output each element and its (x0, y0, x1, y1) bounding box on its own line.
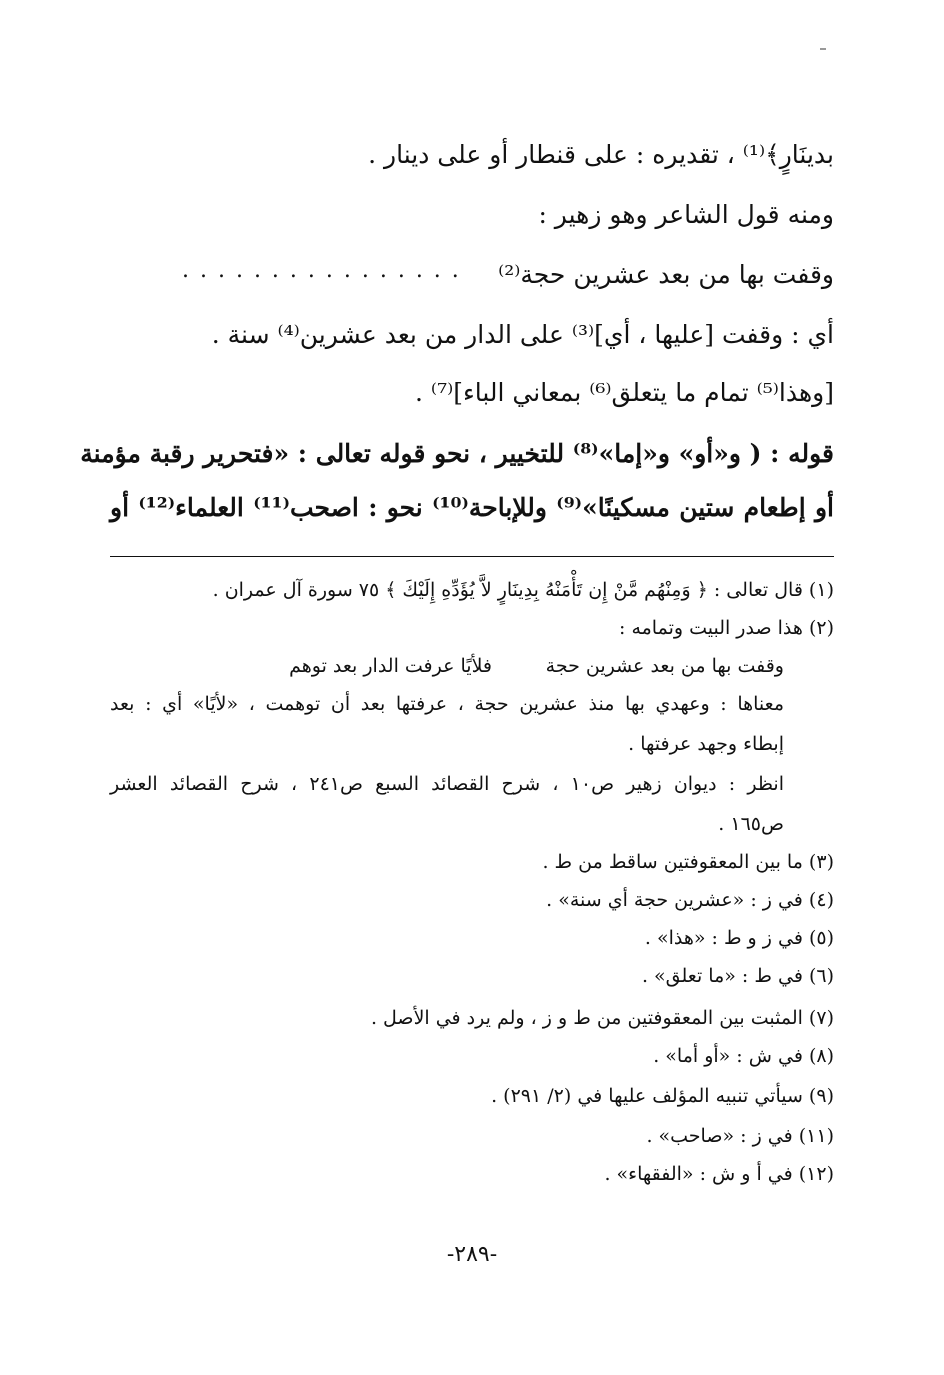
main-text-line-6: قوله : ( و«أو» و«إما»⁽⁸⁾ للتخيير ، نحو قوله تعالى : «فتحرير رقبة مؤمنة (80, 439, 834, 468)
main-text-line-5: [وهذا⁽⁵⁾ تمام ما يتعلق⁽⁶⁾ بمعاني الباء]⁽⁷⁾ . (415, 378, 834, 407)
main-text-line-1: بدينَارٍ﴾⁽¹⁾ ، تقديره : على قنطار أو على دينار . (368, 140, 834, 169)
main-text-line-4: أي : وقفت [عليها ، أي]⁽³⁾ على الدار من بعد عشرين⁽⁴⁾ سنة . (211, 320, 834, 349)
footnote-4: (٤) في ز : «عشرين حجة أي سنة» . (546, 889, 834, 911)
main-text-line-7: أو إطعام ستين مسكينًا»⁽⁹⁾ وللإباحة⁽¹⁰⁾ نحو : اصحب⁽¹¹⁾ العلماء⁽¹²⁾ أو (110, 493, 834, 522)
main-text-line-2: ومنه قول الشاعر وهو زهير : (538, 200, 834, 229)
footnote-separator-rule (110, 556, 834, 557)
verse-line: وقفت بها من بعد عشرين حجة⁽²⁾ (498, 260, 834, 289)
footnote-2: (٢) هذا صدر البيت وتمامه : (619, 617, 834, 639)
footnote-2-reference-line-1: انظر : ديوان زهير ص١٠ ، شرح القصائد السبع ص٢٤١ ، شرح القصائد العشر (110, 773, 784, 795)
footnote-verse-second-half: فلأيًا عرفت الدار بعد توهم (289, 655, 492, 677)
footnote-9: (٩) سيأتي تنبيه المؤلف عليها في (٢/ ٢٩١) . (491, 1085, 834, 1107)
footnote-2-meaning-line-1: معناها : وعهدي بها منذ عشرين حجة ، عرفتها بعد أن توهمت ، «لأيًا» أي : بعد (110, 693, 784, 715)
footnote-2-reference-line-2: ص١٦٥ . (718, 813, 784, 835)
footnote-3: (٣) ما بين المعقوفتين ساقط من ط . (542, 851, 834, 873)
footnote-8: (٨) في ش : «أو أما» . (653, 1045, 834, 1067)
footnote-6: (٦) في ط : «ما تعلق» . (641, 965, 834, 987)
footnote-2-meaning-line-2: إبطاء وجهد عرفتها . (628, 733, 784, 755)
footnote-5: (٥) في ز و ط : «هذا» . (644, 927, 834, 949)
footnote-7: (٧) المثبت بين المعقوفتين من ط و ز ، ولم يرد في الأصل . (370, 1007, 834, 1029)
footnote-12: (١٢) في أ و ش : «الفقهاء» . (604, 1163, 834, 1185)
footnote-verse-first-half: وقفت بها من بعد عشرين حجة (545, 655, 784, 677)
page-number: -٢٨٩- (446, 1242, 498, 1267)
footnote-1: (١) قال تعالى : ﴿ وَمِنْهُم مَّنْ إِن تَأْمَنْهُ بِدِينَارٍ لاَّ يُؤَدِّهِ إِلَيْكَ ﴾ ٧٥ سورة آل عمران . (212, 579, 834, 601)
verse-ellipsis-dots: . . . . . . . . . . . . . . . . (182, 258, 461, 283)
scan-speck (820, 48, 826, 50)
footnote-11: (١١) في ز : «صاحب» . (646, 1125, 834, 1147)
